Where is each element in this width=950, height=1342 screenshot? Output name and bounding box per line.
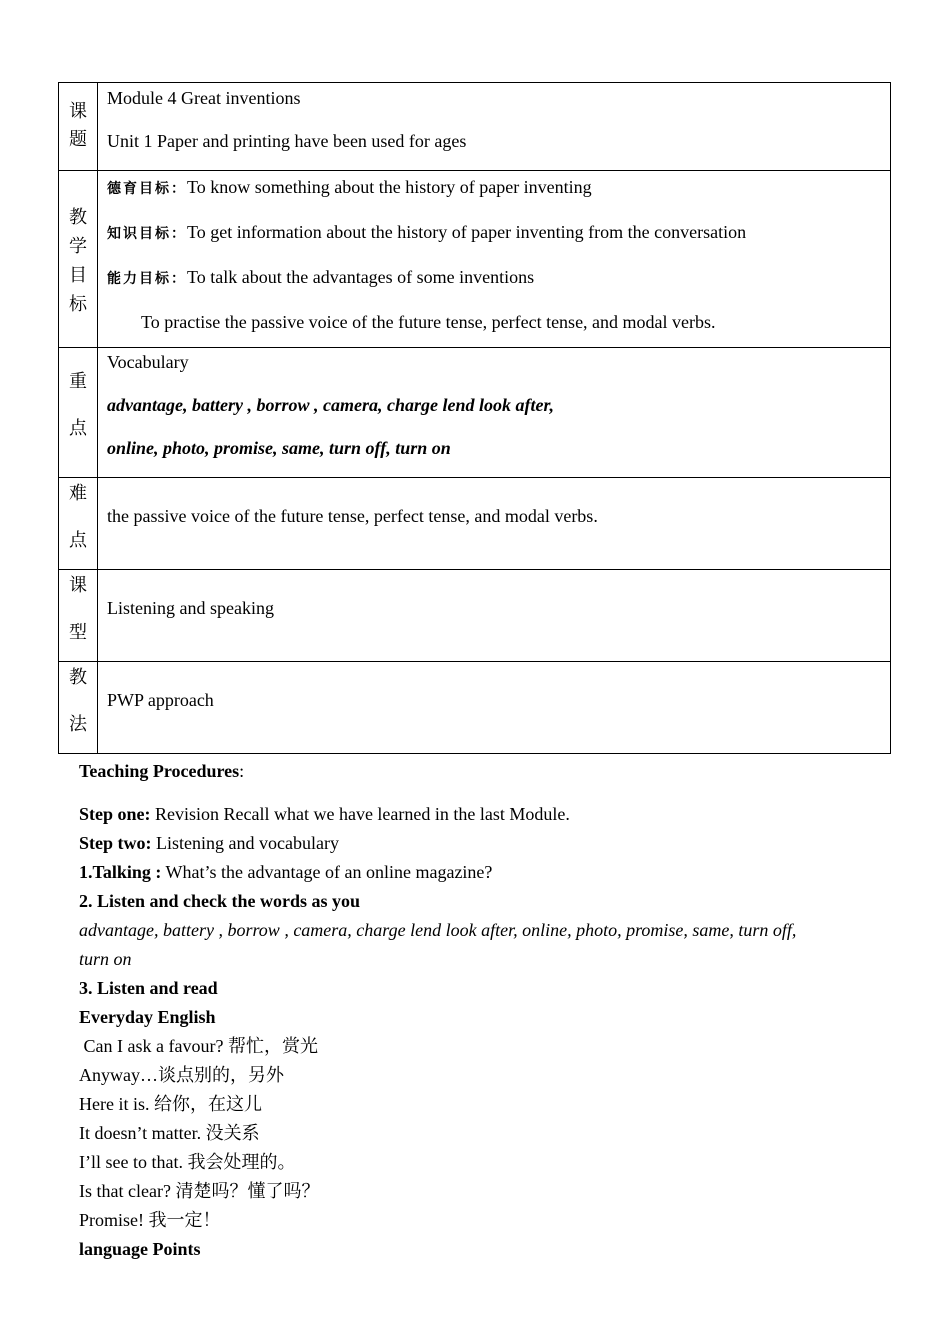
label-char: 难 — [69, 483, 87, 503]
label-char: 学 — [69, 236, 87, 256]
moral-objective — [107, 177, 890, 199]
label-char: 目 — [69, 265, 87, 285]
extra-objective: To practise the passive voice of the future tense, perfect tense, and modal verbs. — [141, 312, 716, 332]
language-points-heading: language Points — [79, 1239, 201, 1259]
phrase-line: Promise! 我一定！ — [79, 1210, 221, 1230]
label-char: 法 — [69, 714, 87, 734]
row-topic — [59, 83, 891, 171]
vocabulary-words-2: online, photo, promise, same, turn off, turn on — [107, 438, 451, 458]
label-char: 点 — [69, 418, 87, 438]
row-method — [59, 662, 891, 754]
lesson-type-text: Listening and speaking — [107, 598, 274, 618]
cell-key-points — [98, 348, 891, 478]
label-char: 重 — [69, 371, 87, 391]
phrase-line: Is that clear? 清楚吗？懂了吗？ — [79, 1181, 320, 1201]
row-difficulty — [59, 478, 891, 570]
method-text: PWP approach — [107, 690, 214, 710]
lesson-plan-table — [58, 82, 891, 754]
vocab-line-1: advantage, battery , borrow , camera, charge lend look after, online, photo, promise, same, turn off, — [79, 920, 797, 940]
listen-check-heading: 2. Listen and check the words as you — [79, 891, 361, 911]
difficulty-text: the passive voice of the future tense, perfect tense, and modal verbs. — [107, 506, 598, 526]
talking-label: 1.Talking : — [79, 862, 162, 882]
step-two-text: Listening and vocabulary — [151, 833, 339, 853]
unit-title: Unit 1 Paper and printing have been used for ages — [107, 131, 467, 151]
step-two — [79, 829, 879, 858]
vocabulary-words-1: advantage, battery , borrow , camera, charge lend look after, — [107, 395, 554, 415]
cell-topic — [98, 83, 891, 171]
cell-difficulty — [98, 478, 891, 570]
talking-text: What’s the advantage of an online magazine? — [161, 862, 493, 882]
moral-tag: 德育目标： — [107, 181, 187, 197]
label-char: 课 — [69, 575, 87, 595]
ability-objective — [107, 267, 890, 289]
listen-read-heading: 3. Listen and read — [79, 978, 218, 998]
ability-text: To talk about the advantages of some inventions — [187, 267, 535, 287]
knowledge-objective — [107, 222, 890, 244]
label-char: 题 — [69, 129, 87, 149]
procedures-colon: : — [239, 761, 245, 781]
step-one — [79, 800, 879, 829]
moral-text: To know something about the history of paper inventing — [187, 177, 592, 197]
label-char: 点 — [69, 530, 87, 550]
phrase-line: I’ll see to that. 我会处理的。 — [79, 1152, 296, 1172]
label-char: 型 — [69, 622, 87, 642]
label-char: 课 — [69, 101, 87, 121]
label-key-points — [59, 348, 98, 478]
step-two-label: Step two: — [79, 833, 152, 853]
phrase-line: Here it is. 给你，在这儿 — [79, 1094, 262, 1114]
row-lesson-type — [59, 570, 891, 662]
module-title: Module 4 Great inventions — [107, 88, 301, 108]
everyday-english-heading: Everyday English — [79, 1007, 216, 1027]
label-difficulty — [59, 478, 98, 570]
row-objectives — [59, 171, 891, 348]
cell-lesson-type — [98, 570, 891, 662]
cell-method — [98, 662, 891, 754]
label-lesson-type — [59, 570, 98, 662]
procedures-heading — [79, 757, 879, 786]
step-one-label: Step one: — [79, 804, 151, 824]
knowledge-text: To get information about the history of paper inventing from the conversation — [187, 222, 747, 242]
phrase-line: Anyway…谈点别的，另外 — [79, 1065, 284, 1085]
label-method — [59, 662, 98, 754]
phrase-line: It doesn’t matter. 没关系 — [79, 1123, 260, 1143]
teaching-procedures — [79, 757, 879, 1264]
cell-objectives — [98, 171, 891, 348]
vocab-line-2: turn on — [79, 949, 132, 969]
ability-tag: 能力目标： — [107, 271, 187, 287]
knowledge-tag: 知识目标： — [107, 226, 187, 242]
label-char: 标 — [69, 294, 87, 314]
step-one-text: Revision Recall what we have learned in the last Module. — [150, 804, 570, 824]
label-char: 教 — [69, 207, 87, 227]
vocabulary-heading: Vocabulary — [107, 352, 189, 372]
label-char: 教 — [69, 667, 87, 687]
phrase-line: Can I ask a favour? 帮忙，赏光 — [79, 1036, 318, 1056]
talking — [79, 858, 879, 887]
row-key-points — [59, 348, 891, 478]
label-topic — [59, 83, 98, 171]
procedures-heading-text: Teaching Procedures — [79, 761, 240, 781]
label-objectives — [59, 171, 98, 348]
